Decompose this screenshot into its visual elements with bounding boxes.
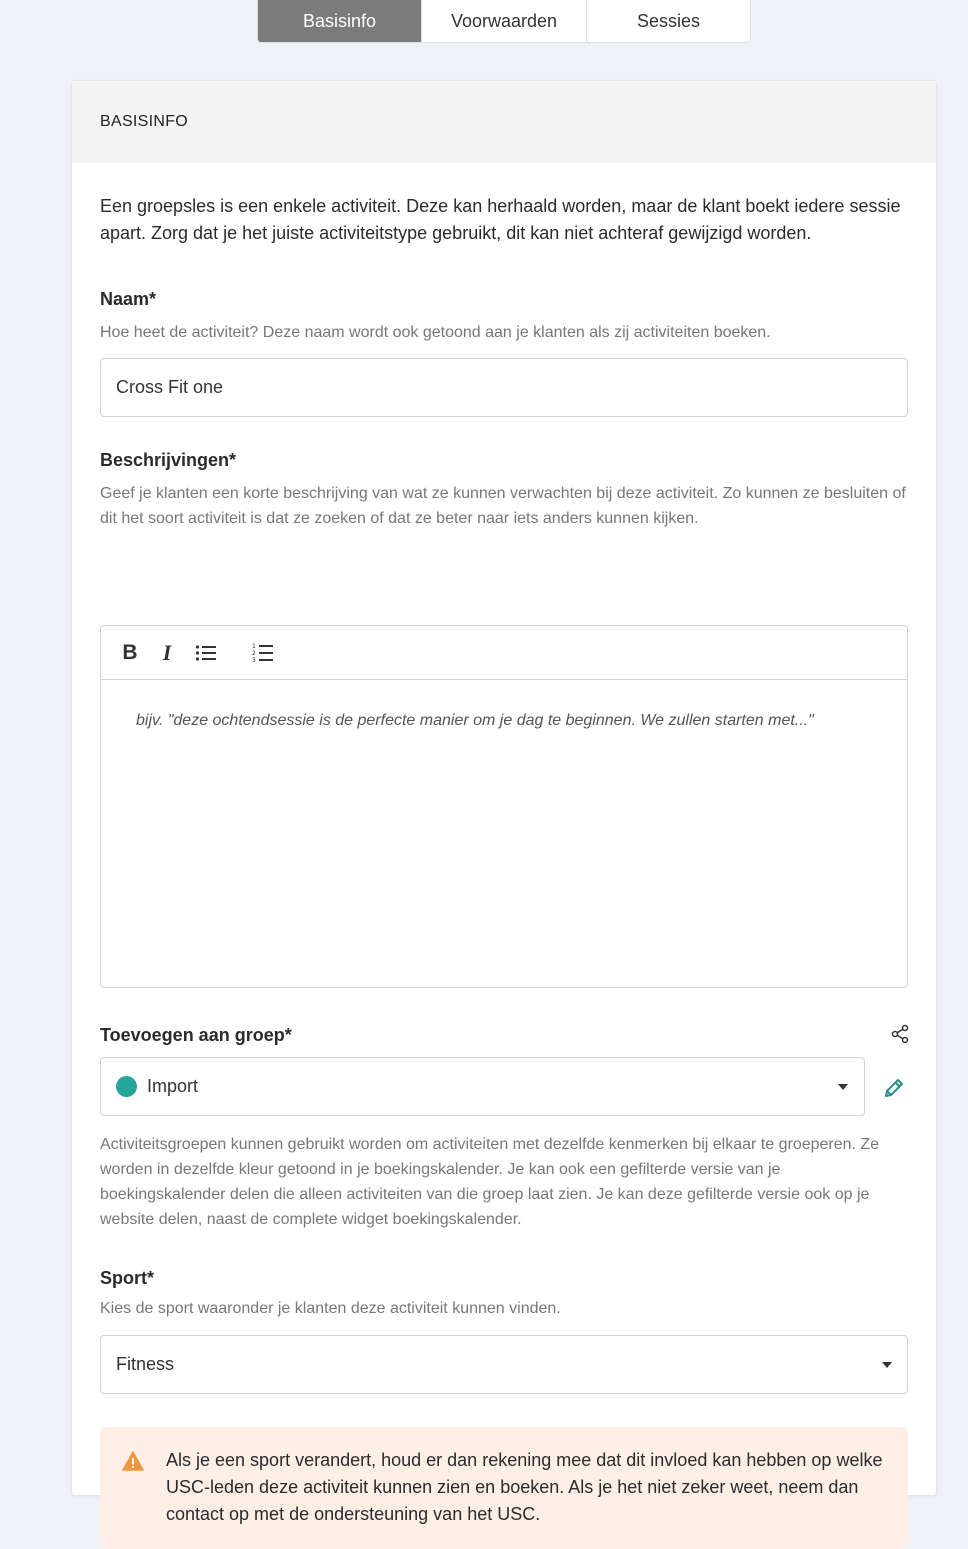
group-help: Activiteitsgroepen kunnen gebruikt worden om activiteiten met dezelfde kenmerken bij elkaar te groeperen. Ze worden in dezelfde kleur getoond in je boekingskalender. Je kan ook een gefilterde versie van je boekingskalender delen die alleen activiteiten van die groep laat zien. Je kan deze gefilterde versie ook op je website delen, naast de complete widget boekingskalender. bbox=[100, 1136, 880, 1228]
sport-select[interactable] bbox=[100, 1335, 908, 1394]
basisinfo-card bbox=[71, 80, 937, 1524]
description-label: Beschrijvingen* bbox=[100, 450, 237, 470]
description-editor[interactable] bbox=[100, 625, 908, 988]
name-help: Hoe heet de activiteit? Deze naam wordt ook getoond aan je klanten als zij activiteiten boeken. bbox=[100, 324, 771, 341]
group-select[interactable] bbox=[100, 1057, 865, 1116]
tab-basisinfo[interactable]: Basisinfo bbox=[258, 0, 422, 42]
tab-sessies[interactable]: Sessies bbox=[636, 10, 701, 31]
svg-text:3: 3 bbox=[252, 657, 256, 664]
share-icon[interactable] bbox=[890, 1024, 910, 1044]
card-header bbox=[72, 81, 936, 163]
edit-pencil-icon[interactable] bbox=[882, 1076, 906, 1100]
card-title: BASISINFO bbox=[100, 113, 189, 130]
name-label: Naam* bbox=[100, 289, 157, 309]
bullet-list-icon bbox=[195, 643, 217, 663]
warning-icon bbox=[122, 1451, 144, 1471]
sport-warning bbox=[100, 1427, 908, 1549]
tab-voorwaarden[interactable]: Voorwaarden bbox=[422, 0, 587, 42]
numbered-list-icon bbox=[252, 642, 274, 664]
tab-bar bbox=[257, 0, 751, 43]
chevron-down-icon bbox=[838, 1084, 848, 1090]
editor-placeholder: bijv. "deze ochtendsessie is de perfecte manier om je dag te beginnen. We zullen starten met..." bbox=[136, 712, 814, 729]
group-label: Toevoegen aan groep* bbox=[100, 1025, 292, 1045]
intro-text: Een groepsles is een enkele activiteit. Deze kan herhaald worden, maar de klant boekt iedere sessie apart. Zorg dat je het juiste activiteitstype gebruikt, dit kan niet achteraf gewijzigd worden. bbox=[100, 196, 901, 243]
description-help: Geef je klanten een korte beschrijving van wat ze kunnen verwachten bij deze activiteit. Zo kunnen ze besluiten of dit het soort activiteit is dat ze zoeken of dat ze beter naar iets anders kunnen kijken. bbox=[100, 485, 906, 527]
italic-button[interactable]: I bbox=[162, 640, 172, 665]
sport-selected-value: Fitness bbox=[116, 1354, 175, 1374]
svg-text:2: 2 bbox=[252, 650, 256, 657]
editor-toolbar bbox=[101, 626, 907, 680]
svg-text:1: 1 bbox=[252, 643, 256, 650]
bold-button[interactable]: B bbox=[122, 641, 138, 664]
bullet-list-button[interactable] bbox=[194, 641, 218, 665]
name-input[interactable] bbox=[100, 358, 908, 417]
sport-label: Sport* bbox=[100, 1268, 154, 1288]
warning-text: Als je een sport verandert, houd er dan rekening mee dat dit invloed kan hebben op welke USC-leden deze activiteit kunnen zien en boeken. Als je het niet zeker weet, neem dan contact op met de ondersteuning van het USC. bbox=[166, 1450, 883, 1524]
numbered-list-button[interactable] bbox=[251, 641, 275, 665]
group-color-dot bbox=[116, 1076, 137, 1097]
name-input-value: Cross Fit one bbox=[116, 377, 224, 397]
group-selected-value: Import bbox=[147, 1076, 199, 1096]
sport-help: Kies de sport waaronder je klanten deze activiteit kunnen vinden. bbox=[100, 1300, 561, 1317]
chevron-down-icon bbox=[882, 1362, 892, 1368]
